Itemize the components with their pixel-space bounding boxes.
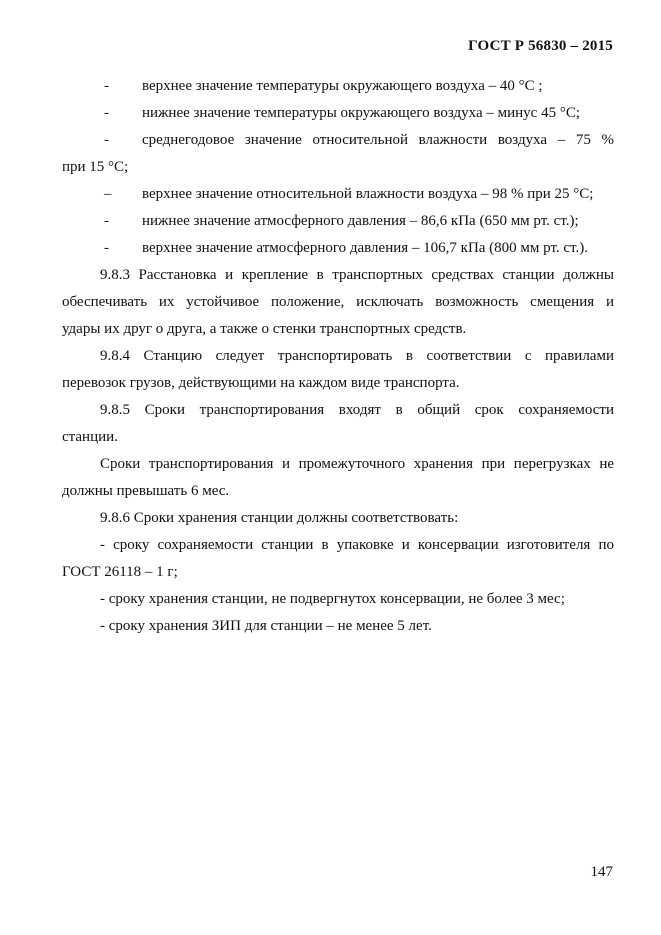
bullet-dash: - — [104, 240, 109, 256]
list-item — [62, 208, 614, 235]
bullet-text: верхнее значение атмосферного давления – 106,7 кПа (800 мм рт. ст.). — [142, 240, 588, 256]
bullet-text: нижнее значение температуры окружающего воздуха – минус 45 °C; — [142, 105, 580, 121]
list-item — [62, 127, 614, 154]
list-item — [62, 181, 614, 208]
bullet-text: нижнее значение атмосферного давления – 86,6 кПа (650 мм рт. ст.); — [142, 213, 579, 229]
paragraph-line: обеспечивать их устойчивое положение, исключать возможность смещения и — [62, 294, 614, 310]
paragraph-line: станции. — [62, 429, 118, 445]
bullet-dash: - — [104, 213, 109, 229]
paragraph-line: 9.8.5 Сроки транспортирования входят в общий срок сохраняемости — [100, 402, 614, 418]
page-content — [62, 73, 614, 640]
paragraph-line: должны превышать 6 мес. — [62, 483, 230, 499]
list-item-continuation: при 15 °C; — [62, 159, 129, 175]
page-number: 147 — [590, 864, 613, 880]
bullet-dash: - — [104, 132, 109, 148]
bullet-text: верхнее значение относительной влажности воздуха – 98 % при 25 °C; — [142, 186, 594, 202]
paragraph-line: 9.8.4 Станцию следует транспортировать в соответствии с правилами — [100, 348, 614, 364]
bullet-text: верхнее значение температуры окружающего воздуха – 40 °C ; — [142, 78, 543, 94]
paragraph-line: удары их друг о друга, а также о стенки транспортных средств. — [62, 321, 467, 337]
paragraph-line: Сроки транспортирования и промежуточного хранения при перегрузках не — [100, 456, 614, 472]
bullet-dash: – — [104, 186, 112, 202]
bullet-dash: - — [104, 105, 109, 121]
bullet-text: среднегодовое значение относительной влажности воздуха – 75 % — [142, 132, 614, 148]
list-item — [62, 235, 614, 262]
paragraph-line: перевозок грузов, действующими на каждом виде транспорта. — [62, 375, 460, 391]
paragraph-line: - сроку хранения станции, не подвергнутох консервации, не более 3 мес; — [100, 591, 565, 607]
bullet-dash: - — [104, 78, 109, 94]
paragraph-line: - сроку сохраняемости станции в упаковке и консервации изготовителя по — [100, 537, 614, 553]
paragraph-line: - сроку хранения ЗИП для станции – не менее 5 лет. — [100, 618, 432, 634]
paragraph-line: ГОСТ 26118 – 1 г; — [62, 564, 178, 580]
paragraph-line: 9.8.3 Расстановка и крепление в транспортных средствах станции должны — [100, 267, 614, 283]
standard-header: ГОСТ Р 56830 – 2015 — [468, 38, 613, 54]
list-item — [62, 100, 614, 127]
list-item — [62, 73, 614, 100]
paragraph-line: 9.8.6 Сроки хранения станции должны соответствовать: — [100, 510, 459, 526]
